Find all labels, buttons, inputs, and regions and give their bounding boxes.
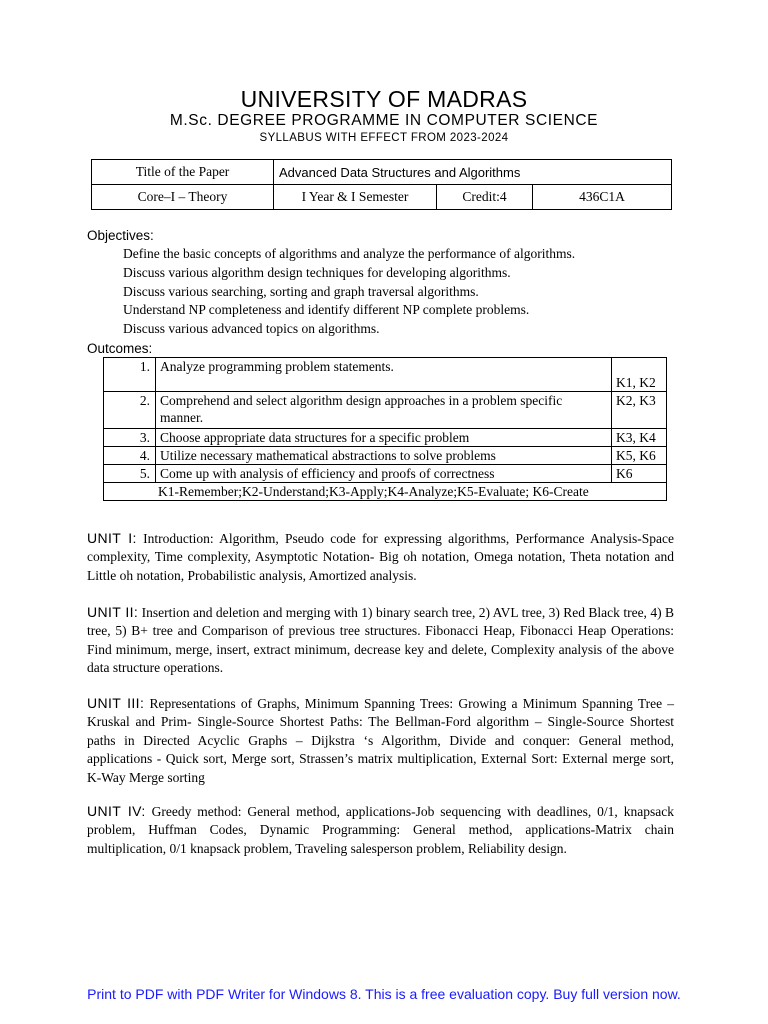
paper-category: Core–I – Theory [92,185,274,210]
outcome-number: 4. [104,447,156,465]
list-item: Understand NP completeness and identify different NP complete problems. [123,302,530,318]
table-row [104,358,667,392]
objectives-heading: Objectives: [87,228,154,243]
programme-title: M.Sc. DEGREE PROGRAMME IN COMPUTER SCIENCE [169,112,599,129]
title-label: Title of the Paper [92,160,274,185]
outcome-knowledge-level: K5, K6 [612,447,667,465]
unit-4 [87,802,674,858]
outcome-text: Comprehend and select algorithm design approaches in a problem specific manner. [156,392,612,429]
unit-1 [87,529,674,585]
knowledge-level-legend: K1-Remember;K2-Understand;K3-Apply;K4-Analyze;K5-Evaluate; K6-Create [104,483,667,501]
outcome-knowledge-level: K6 [612,465,667,483]
unit-3-text: Representations of Graphs, Minimum Spanning Trees: Growing a Minimum Spanning Tree – Kruskal and Prim- Single-Source Shortest Paths: The Bellman-Ford algorithm – Single-Source Shortest paths in Directed Acyclic Graphs – Dijkstra ‘s Algorithm, Divide and conquer: General method, applications - Quick sort, Merge sort, Strassen’s matrix multiplication, External Sort: External merge sort, K-Way Merge sorting [87,696,674,785]
unit-3 [87,694,674,787]
outcome-knowledge-level: K3, K4 [612,429,667,447]
unit-4-text: Greedy method: General method, applications-Job sequencing with deadlines, 0/1, knapsack problem, Huffman Codes, Dynamic Programming: General method, applications-Matrix chain multiplication, 0/1 knapsack problem, Traveling salesperson problem, Reliability design. [87,804,674,856]
unit-1-label: UNIT I: [87,530,137,546]
legend-row [104,483,667,501]
objectives-list [123,245,575,339]
outcome-number: 1. [104,358,156,392]
credit: Credit:4 [437,185,533,210]
outcome-text: Choose appropriate data structures for a specific problem [156,429,612,447]
year-semester: I Year & I Semester [274,185,437,210]
unit-2 [87,603,674,678]
list-item: Discuss various searching, sorting and graph traversal algorithms. [123,283,479,299]
table-row [104,429,667,447]
outcome-text: Utilize necessary mathematical abstractions to solve problems [156,447,612,465]
outcomes-heading: Outcomes: [87,341,153,356]
outcome-text: Come up with analysis of efficiency and proofs of correctness [156,465,612,483]
outcome-knowledge-level: K2, K3 [612,392,667,429]
university-title: UNIVERSITY OF MADRAS [240,86,528,112]
list-item: Discuss various advanced topics on algorithms. [123,321,380,337]
outcome-text: Analyze programming problem statements. [156,358,612,392]
outcome-number: 5. [104,465,156,483]
outcome-number: 2. [104,392,156,429]
list-item: Discuss various algorithm design techniques for developing algorithms. [123,264,511,280]
paper-details-row [92,185,672,210]
unit-3-label: UNIT III: [87,695,145,711]
paper-title-row [92,160,672,185]
syllabus-effect: SYLLABUS WITH EFFECT FROM 2023-2024 [259,132,509,144]
unit-2-text: Insertion and deletion and merging with 1) binary search tree, 2) AVL tree, 3) Red Black tree, 4) B tree, 5) B+ tree and Comparison of previous tree structures. Fibonacci Heap, Fibonacci Heap Operations: Find minimum, merge, insert, extract minimum, decrease key and delete, Complexity analysis of the above data structure operations. [87,605,675,676]
paper-code: 436C1A [533,185,672,210]
title-value: Advanced Data Structures and Algorithms [274,160,672,185]
paper-info-table [91,159,672,210]
table-row [104,447,667,465]
table-row [104,465,667,483]
outcomes-table [103,357,667,501]
unit-4-label: UNIT IV: [87,803,146,819]
table-row [104,392,667,429]
list-item: Define the basic concepts of algorithms and analyze the performance of algorithms. [123,246,576,261]
unit-1-text: Introduction: Algorithm, Pseudo code for expressing algorithms, Performance Analysis-Space complexity, Time complexity, Asymptotic Notation- Big oh notation, Omega notation, Theta notation and Little oh notation, Probabilistic analysis, Amortized analysis. [87,531,674,583]
outcome-knowledge-level: K1, K2 [612,358,667,392]
evaluation-footer[interactable]: Print to PDF with PDF Writer for Windows 8. This is a free evaluation copy. Buy full version now. [87,986,681,1002]
unit-2-label: UNIT II: [87,604,139,620]
outcome-number: 3. [104,429,156,447]
